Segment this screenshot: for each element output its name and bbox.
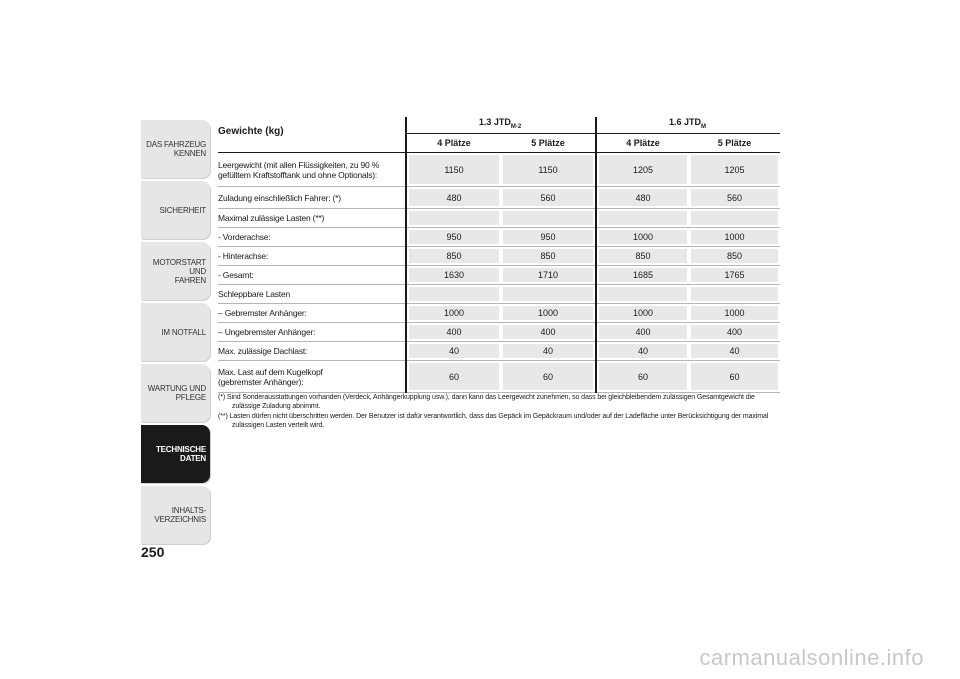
chapter-tab[interactable]	[141, 242, 210, 300]
table-cell: 1630	[409, 268, 499, 282]
table-cell: 1765	[691, 268, 778, 282]
footnote-2: (**) Lasten dürfen nicht überschritten werden. Der Benutzer ist dafür verantwortlich, dass das Gepäck im Gepäckraum und/oder auf der Ladefläche unter Berücksichtigung der maximal zulässigen Lasten verteilt wird.	[218, 413, 769, 429]
table-cell: 60	[503, 363, 593, 390]
table-cell: 850	[409, 249, 499, 263]
table-cell	[409, 211, 499, 225]
table-cell: 60	[691, 363, 778, 390]
footnotes	[218, 393, 778, 431]
chapter-tab-label: WARTUNG UND PFLEGE	[147, 384, 206, 402]
table-cell: 560	[503, 189, 593, 206]
row-label: - Hinterachse:	[218, 251, 269, 261]
engine-subscript: M-2	[510, 123, 522, 130]
table-cell: 60	[409, 363, 499, 390]
table-cell: 1000	[409, 306, 499, 320]
table-cell: 400	[691, 325, 778, 339]
table-cell: 1000	[691, 306, 778, 320]
row-label: Max. zulässige Dachlast:	[218, 346, 308, 356]
chapter-tab[interactable]	[141, 181, 210, 239]
table-cell: 40	[691, 344, 778, 358]
table-row	[218, 285, 780, 304]
column-header-1: 4 Plätze	[437, 138, 471, 148]
table-cell: 60	[599, 363, 687, 390]
engine-name: 1.6 JTD	[668, 117, 701, 127]
table-row	[218, 153, 780, 187]
table-row	[218, 304, 780, 323]
footnote-1: (*) Sind Sonderausstattungen vorhanden (Verdeck, Anhängerkupplung usw.), dann kann das Leergewicht zunehmen, so dass bei gleichbleibendem zulässigen Gesamtgewicht die zulässige Zuladung abnimmt.	[218, 394, 755, 410]
row-label: - Vorderachse:	[218, 232, 271, 242]
chapter-tab-label: INHALTS- VERZEICHNIS	[154, 506, 206, 524]
table-title: Gewichte (kg)	[218, 126, 284, 137]
table-cell: 1150	[503, 155, 593, 184]
table-cell: 1205	[599, 155, 687, 184]
chapter-tab-label: TECHNISCHE DATEN	[155, 445, 206, 463]
table-cell: 40	[409, 344, 499, 358]
chapter-tab[interactable]	[141, 364, 210, 422]
table-cell: 850	[503, 249, 593, 263]
table-cell: 560	[691, 189, 778, 206]
table-cell: 400	[503, 325, 593, 339]
column-header-4: 5 Plätze	[717, 138, 752, 148]
watermark: carmanualsonline.info	[699, 645, 924, 670]
table-cell: 400	[599, 325, 687, 339]
table-row	[218, 342, 780, 361]
table-cell: 950	[503, 230, 593, 244]
row-label: Zuladung einschließlich Fahrer: (*)	[218, 192, 341, 203]
table-cell: 1000	[691, 230, 778, 244]
page-number: 250	[141, 544, 165, 560]
table-row	[218, 209, 780, 228]
column-header-3: 4 Plätze	[626, 138, 660, 148]
table-cell: 850	[599, 249, 687, 263]
row-label: Schleppbare Lasten	[218, 289, 291, 299]
chapter-tab-label: IM NOTFALL	[161, 327, 206, 337]
table-row	[218, 361, 780, 393]
table-cell: 40	[599, 344, 687, 358]
chapter-tab-label: DAS FAHRZEUG KENNEN	[146, 140, 206, 158]
table-cell: 1000	[599, 230, 687, 244]
table-cell	[503, 211, 593, 225]
table-row	[218, 323, 780, 342]
table-cell: 1000	[599, 306, 687, 320]
chapter-tab[interactable]	[141, 486, 210, 544]
table-cell: 1205	[691, 155, 778, 184]
engine-header-1	[405, 117, 595, 130]
column-divider	[595, 153, 597, 393]
table-cell: 1000	[503, 306, 593, 320]
table-cell: 1685	[599, 268, 687, 282]
column-header-2: 5 Plätze	[531, 138, 565, 148]
row-label: Leergewicht (mit allen Flüssigkeiten, zu 90 % gefülltem Kraftstofftank und ohne Optionals):	[218, 159, 380, 180]
table-row	[218, 247, 780, 266]
engine-name: 1.3 JTD	[478, 117, 511, 127]
table-cell	[599, 211, 687, 225]
row-label: Max. Last auf dem Kugelkopf (gebremster Anhänger):	[218, 366, 323, 387]
table-cell: 1150	[409, 155, 499, 184]
chapter-tab[interactable]	[141, 425, 210, 483]
chapter-tab-label: SICHERHEIT	[159, 205, 206, 215]
table-cell: 40	[503, 344, 593, 358]
table-row	[218, 228, 780, 247]
table-cell: 950	[409, 230, 499, 244]
table-cell	[691, 287, 778, 301]
chapter-tab-label: MOTORSTART UND FAHREN	[152, 257, 206, 285]
table-cell: 1710	[503, 268, 593, 282]
table-cell: 480	[409, 189, 499, 206]
row-label: – Ungebremster Anhänger:	[218, 327, 316, 337]
table-cell: 850	[691, 249, 778, 263]
column-divider	[405, 153, 407, 393]
engine-header-2	[595, 117, 780, 130]
row-label: Maximal zulässige Lasten (**)	[218, 213, 325, 223]
engine-subscript: M	[701, 123, 706, 130]
table-cell	[691, 211, 778, 225]
table-cell: 480	[599, 189, 687, 206]
table-row	[218, 187, 780, 209]
row-label: – Gebremster Anhänger:	[218, 308, 307, 318]
table-cell	[503, 287, 593, 301]
table-cell	[599, 287, 687, 301]
table-cell	[409, 287, 499, 301]
chapter-tab[interactable]	[141, 120, 210, 178]
table-row	[218, 266, 780, 285]
chapter-tab[interactable]	[141, 303, 210, 361]
row-label: - Gesamt:	[218, 270, 254, 280]
table-cell: 400	[409, 325, 499, 339]
